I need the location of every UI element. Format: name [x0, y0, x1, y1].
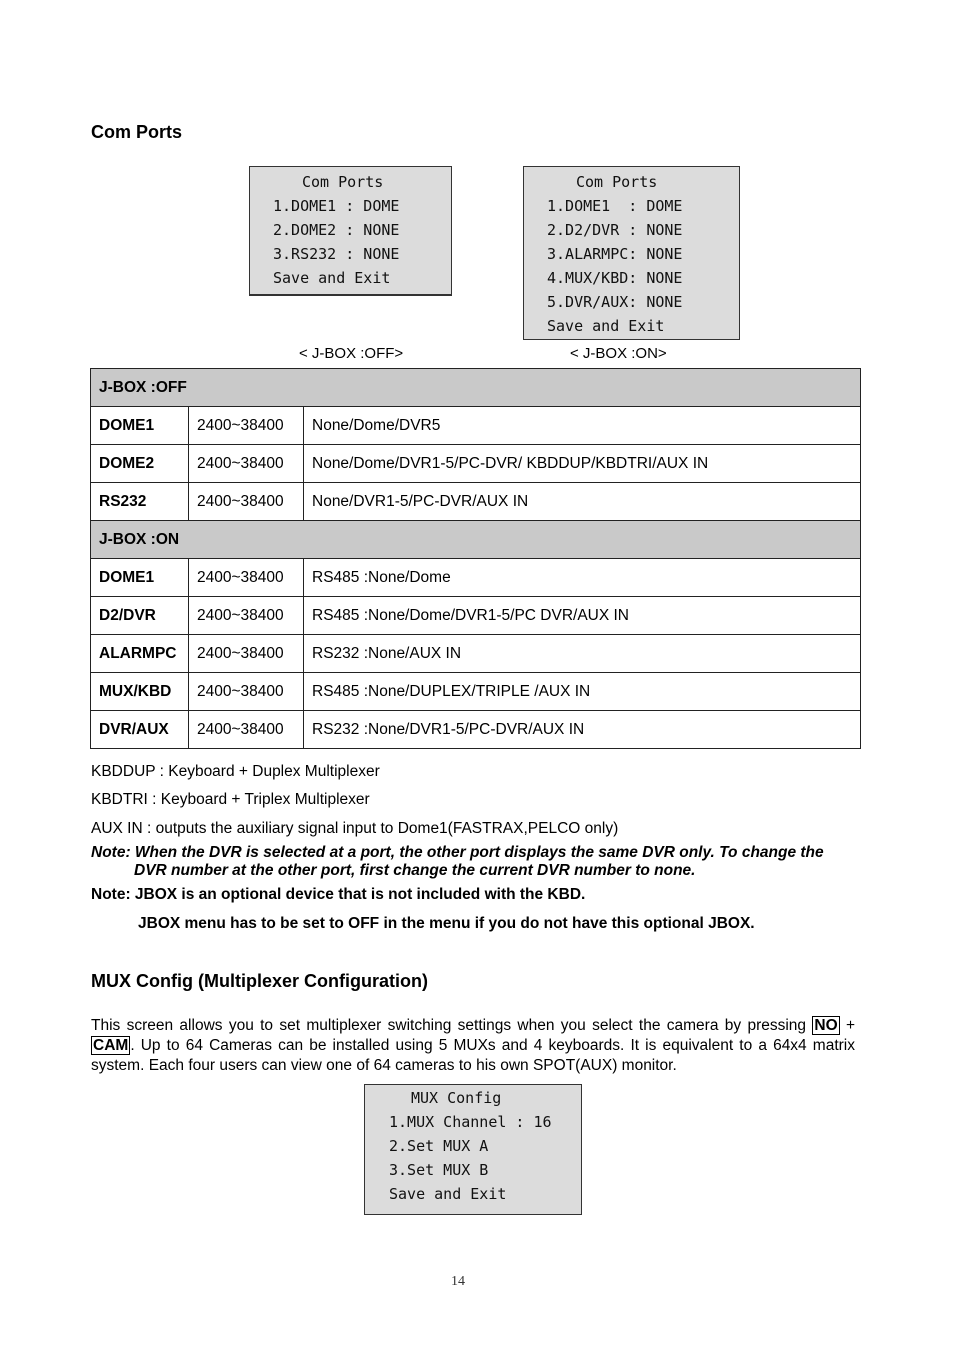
port-options: None/Dome/DVR1-5/PC-DVR/ KBDDUP/KBDTRI/AUX IN [304, 445, 861, 483]
port-name: DOME1 [91, 407, 189, 445]
menu-title: Com Ports [576, 173, 658, 191]
mux-text-part2: . Up to 64 Cameras can be installed using 5 MUXs and 4 keyboards. It is equivalent to a 64x4 matrix system. Each four users can view one of 64 cameras to his own SPOT(AUX) monitor. [91, 1037, 855, 1074]
note-jbox-line2: JBOX menu has to be set to OFF in the menu if you do not have this optional JBOX. [138, 915, 755, 932]
definition-kbdtri: KBDTRI : Keyboard + Triplex Multiplexer [91, 791, 370, 808]
port-name: RS232 [91, 483, 189, 521]
baud-range: 2400~38400 [189, 597, 304, 635]
baud-range: 2400~38400 [189, 559, 304, 597]
table-section-row [91, 369, 861, 407]
com-ports-heading: Com Ports [91, 122, 183, 142]
table-row [91, 483, 861, 521]
definition-auxin: AUX IN : outputs the auxiliary signal input to Dome1(FASTRAX,PELCO only) [91, 820, 619, 837]
mux-config-heading: MUX Config (Multiplexer Configuration) [91, 971, 428, 991]
baud-range: 2400~38400 [189, 635, 304, 673]
menu-item: Save and Exit [273, 269, 391, 287]
menu-item: 1.DOME1 : DOME [273, 197, 400, 215]
port-name: D2/DVR [91, 597, 189, 635]
note-jbox-line1: Note: JBOX is an optional device that is not included with the KBD. [91, 886, 586, 903]
com-ports-menu-jbox-on [523, 166, 740, 340]
note-dvr-line1: Note: When the DVR is selected at a port, the other port displays the same DVR only. To change the [91, 844, 824, 861]
page-number: 14 [451, 1274, 465, 1289]
port-name: ALARMPC [91, 635, 189, 673]
key-cam: CAM [93, 1037, 129, 1054]
port-options: None/DVR1-5/PC-DVR/AUX IN [304, 483, 861, 521]
baud-range: 2400~38400 [189, 483, 304, 521]
baud-range: 2400~38400 [189, 673, 304, 711]
port-name: DOME2 [91, 445, 189, 483]
table-row [91, 407, 861, 445]
section-header-jbox-on: J-BOX :ON [91, 521, 861, 559]
baud-range: 2400~38400 [189, 407, 304, 445]
com-ports-menu-jbox-off [249, 166, 452, 296]
menu-title: MUX Config [411, 1089, 502, 1107]
mux-config-description [91, 1016, 855, 1076]
table-section-row [91, 521, 861, 559]
port-name: DOME1 [91, 559, 189, 597]
key-no: NO [814, 1017, 838, 1034]
jbox-on-caption: < J-BOX :ON> [570, 345, 667, 362]
port-options: RS232 :None/DVR1-5/PC-DVR/AUX IN [304, 711, 861, 749]
com-ports-table [90, 368, 861, 749]
port-options: None/Dome/DVR5 [304, 407, 861, 445]
table-row [91, 597, 861, 635]
section-header-jbox-off: J-BOX :OFF [91, 369, 861, 407]
table-row [91, 445, 861, 483]
table-row [91, 559, 861, 597]
menu-item: 1.MUX Channel : 16 [389, 1113, 552, 1131]
menu-item: 3.Set MUX B [389, 1161, 489, 1179]
table-row [91, 711, 861, 749]
menu-item: 2.Set MUX A [389, 1137, 489, 1155]
menu-item: 4.MUX/KBD: NONE [547, 269, 683, 287]
port-options: RS232 :None/AUX IN [304, 635, 861, 673]
menu-item: Save and Exit [389, 1185, 507, 1203]
jbox-off-caption: < J-BOX :OFF> [299, 345, 404, 362]
menu-item: 1.DOME1 : DOME [547, 197, 683, 215]
mux-text-part1: This screen allows you to set multiplexer switching settings when you select the camera by pressing [91, 1017, 807, 1034]
table-row [91, 635, 861, 673]
port-options: RS485 :None/Dome [304, 559, 861, 597]
mux-config-menu [364, 1084, 582, 1215]
plus-sign: + [845, 1017, 856, 1034]
baud-range: 2400~38400 [189, 711, 304, 749]
note-dvr-line2: DVR number at the other port, first change the current DVR number to none. [134, 862, 696, 879]
menu-item: 3.RS232 : NONE [273, 245, 400, 263]
menu-item: 2.DOME2 : NONE [273, 221, 400, 239]
menu-title: Com Ports [302, 173, 384, 191]
menu-item: 5.DVR/AUX: NONE [547, 293, 683, 311]
port-name: MUX/KBD [91, 673, 189, 711]
definition-kbddup: KBDDUP : Keyboard + Duplex Multiplexer [91, 763, 380, 780]
menu-item: 2.D2/DVR : NONE [547, 221, 683, 239]
baud-range: 2400~38400 [189, 445, 304, 483]
menu-item: 3.ALARMPC: NONE [547, 245, 683, 263]
menu-item: Save and Exit [547, 317, 665, 335]
table-row [91, 673, 861, 711]
port-name: DVR/AUX [91, 711, 189, 749]
port-options: RS485 :None/DUPLEX/TRIPLE /AUX IN [304, 673, 861, 711]
port-options: RS485 :None/Dome/DVR1-5/PC DVR/AUX IN [304, 597, 861, 635]
